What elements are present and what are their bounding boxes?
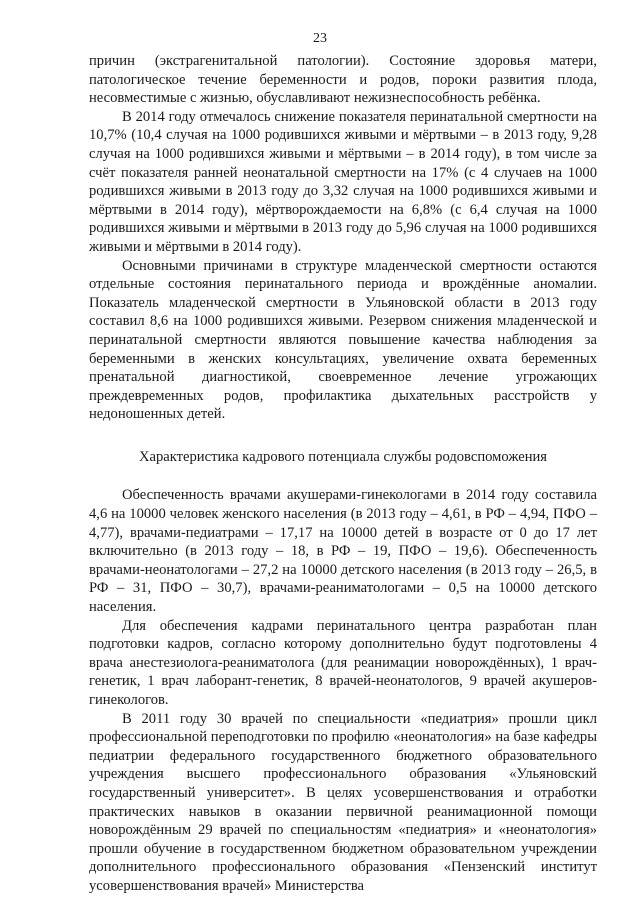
paragraph-infant-mortality-causes: Основными причинами в структуре младенческой смертности остаются отдельные состояния перинатального периода и врождённые аномалии. Показатель младенческой смертности в Ульяновской области в 2013 году составил 8,6 на 1000 родившихся живыми. Резервом снижения младенческой и перинатальной смертности являются повышение качества наблюдения за беременными в женских консультациях, увеличение охвата беременных пренатальной диагностикой, своевременное лечение угрожающих преждевременных родов, профилактика дыхательных расстройств у недоношенных детей.: [89, 257, 597, 423]
section-heading: Характеристика кадрового потенциала службы родовспоможения: [138, 448, 548, 465]
page-number: 23: [313, 31, 327, 46]
paragraph-intro-continuation: причин (экстрагенитальной патологии). Состояние здоровья матери, патологическое течение беременности и родов, пороки развития плода, несовместимые с жизнью, обуславливают нежизнеспособность ребёнка.: [89, 53, 597, 107]
paragraph-professional-retraining: В 2011 году 30 врачей по специальности «педиатрия» прошли цикл профессиональной переподготовки по профилю «неонатология» на базе кафедры педиатрии федерального государственного бюджетного образовательного учреждения высшего профессионального образования «Ульяновский государственный университет». В целях усовершенствования и отработки практических навыков в оказании первичной реанимационной помощи новорождённым 29 врачей по специальностям «педиатрия» и «неонатология» прошли обучение в государственном бюджетном образовательном учреждении дополнительного профессионального образования «Пензенский институт усовершенствования врачей» Министерства: [89, 710, 597, 894]
paragraph-training-plan: Для обеспечения кадрами перинатального центра разработан план подготовки кадров, согласно которому дополнительно будут подготовлены 4 врача анестезиолога-реаниматолога (для реанимации новорождённых), 1 врач-генетик, 1 врач лаборант-генетик, 8 врачей-неонатологов, 9 врачей акушеров-гинекологов.: [89, 617, 597, 708]
paragraph-perinatal-mortality: В 2014 году отмечалось снижение показателя перинатальной смертности на 10,7% (10,4 случая на 1000 родившихся живыми и мёртвыми – в 2013 году, 9,28 случая на 1000 родившихся живыми и мёртвыми – в 2014 году), в том числе за счёт показателя ранней неонатальной смертности на 17% (с 4 случаев на 1000 родившихся живыми в 2013 году до 3,32 случая на 1000 родившихся живыми и мёртвыми в 2014 году), мёртворождаемости на 6,8% (с 6,4 случая на 1000 родившихся живыми и мёртвыми в 2013 году до 5,96 случая на 1000 родившихся живыми и мёртвыми в 2014 году).: [89, 108, 597, 255]
paragraph-staffing-levels: Обеспеченность врачами акушерами-гинекологами в 2014 году составила 4,6 на 10000 человек женского населения (в 2013 году – 4,61, в РФ – 4,94, ПФО – 4,77), врачами-педиатрами – 17,17 на 10000 детей в возрасте от 0 до 17 лет включительно (в 2013 году – 18, в РФ – 19, ПФО – 19,6). Обеспеченность врачами-неонатологами – 27,2 на 10000 детского населения (в 2013 году – 26,5, в РФ – 31, ПФО – 30,7), врачами-реаниматологами – 0,5 на 10000 детского населения.: [89, 487, 597, 616]
document-body: [89, 52, 597, 896]
